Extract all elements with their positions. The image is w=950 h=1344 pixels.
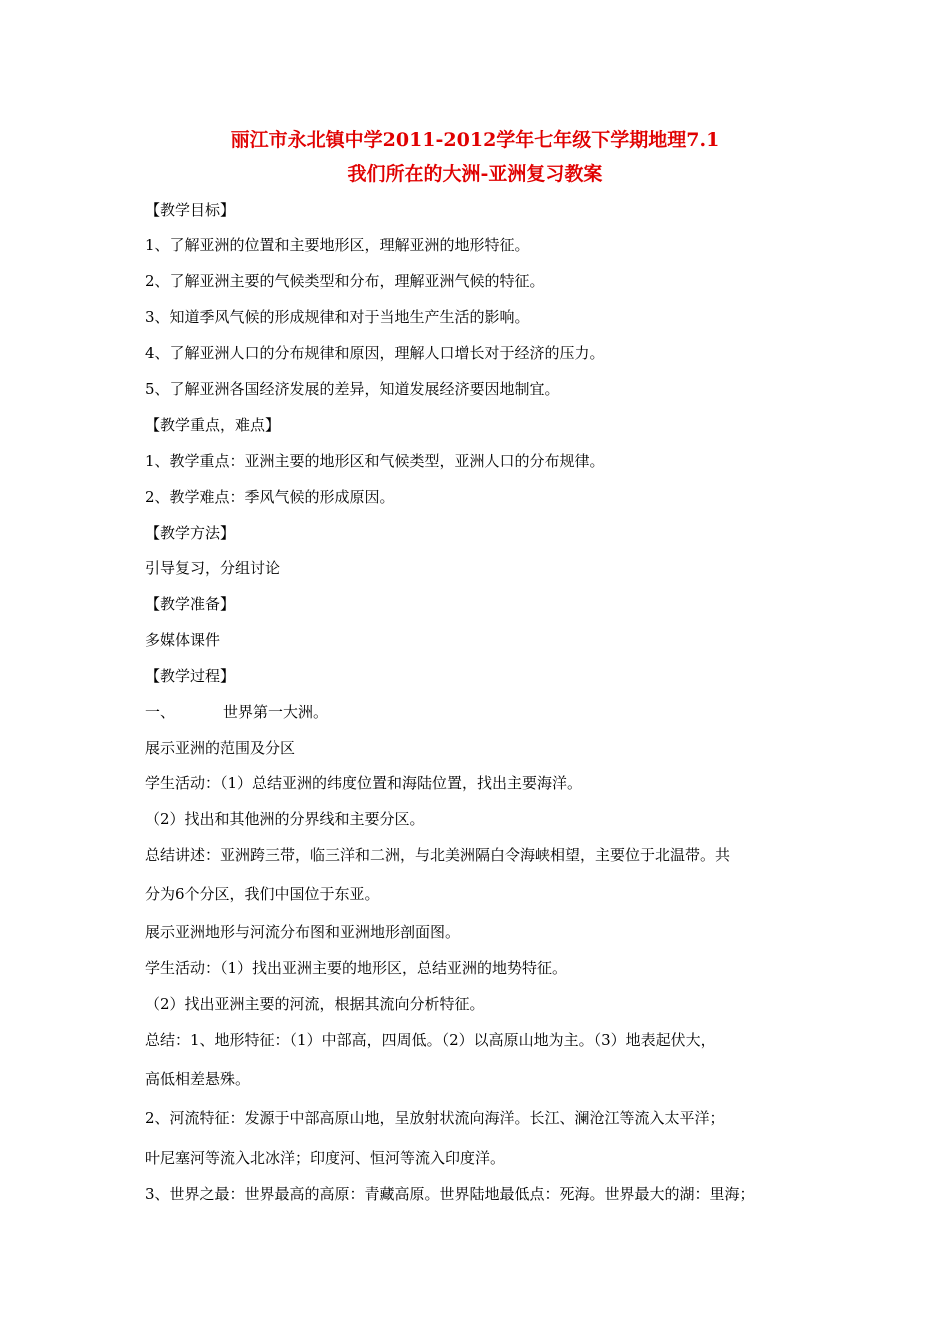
teaching-preparation: 多媒体课件 — [145, 631, 221, 649]
heading-teaching-preparation: 【教学准备】 — [145, 595, 236, 613]
process-line: 学生活动：（1）总结亚洲的纬度位置和海陆位置，找出主要海洋。 — [145, 774, 583, 792]
teaching-method: 引导复习，分组讨论 — [145, 559, 281, 577]
goal-5: 5、了解亚洲各国经济发展的差异，知道发展经济要因地制宜。 — [145, 380, 560, 398]
process-line: （2）找出和其他洲的分界线和主要分区。 — [145, 810, 425, 828]
process-line: 学生活动：（1）找出亚洲主要的地形区，总结亚洲的地势特征。 — [145, 959, 568, 977]
key-point-1: 1、教学重点：亚洲主要的地形区和气候类型，亚洲人口的分布规律。 — [145, 452, 605, 470]
process-line: 2、河流特征：发源于中部高原山地，呈放射状流向海洋。长江、澜沧江等流入太平洋； — [145, 1109, 725, 1127]
title-line-1: 丽江市永北镇中学2011-2012学年七年级下学期地理7.1 — [230, 129, 720, 151]
process-line: 总结讲述：亚洲跨三带，临三洋和二洲，与北美洲隔白令海峡相望，主要位于北温带。共 — [145, 846, 731, 864]
process-line: 分为6个分区，我们中国位于东亚。 — [145, 885, 380, 903]
goal-3: 3、知道季风气候的形成规律和对于当地生产生活的影响。 — [145, 308, 530, 326]
process-line: （2）找出亚洲主要的河流，根据其流向分析特征。 — [145, 995, 485, 1013]
process-line: 展示亚洲的范围及分区 — [145, 739, 296, 757]
section-one-heading — [145, 702, 328, 722]
goal-2: 2、了解亚洲主要的气候类型和分布，理解亚洲气候的特征。 — [145, 272, 545, 290]
heading-key-points: 【教学重点，难点】 — [145, 416, 281, 434]
process-line: 3、世界之最：世界最高的高原：青藏高原。世界陆地最低点：死海。世界最大的湖：里海； — [145, 1185, 755, 1203]
process-line: 叶尼塞河等流入北冰洋；印度河、恒河等流入印度洋。 — [145, 1149, 506, 1167]
title-line-2: 我们所在的大洲-亚洲复习教案 — [347, 163, 603, 185]
process-line: 高低相差悬殊。 — [145, 1070, 251, 1088]
heading-teaching-method: 【教学方法】 — [145, 524, 236, 542]
process-line: 展示亚洲地形与河流分布图和亚洲地形剖面图。 — [145, 923, 461, 941]
goal-4: 4、了解亚洲人口的分布规律和原因，理解人口增长对于经济的压力。 — [145, 344, 605, 362]
goal-1: 1、了解亚洲的位置和主要地形区，理解亚洲的地形特征。 — [145, 236, 530, 254]
section-one-text: 世界第一大洲。 — [223, 703, 329, 721]
heading-teaching-goals: 【教学目标】 — [145, 201, 236, 219]
section-one-number: 一、 — [145, 703, 176, 721]
key-point-2: 2、教学难点：季风气候的形成原因。 — [145, 488, 395, 506]
heading-teaching-process: 【教学过程】 — [145, 667, 236, 685]
process-line: 总结：1、地形特征：（1）中部高，四周低。（2）以高原山地为主。（3）地表起伏大， — [145, 1031, 716, 1049]
